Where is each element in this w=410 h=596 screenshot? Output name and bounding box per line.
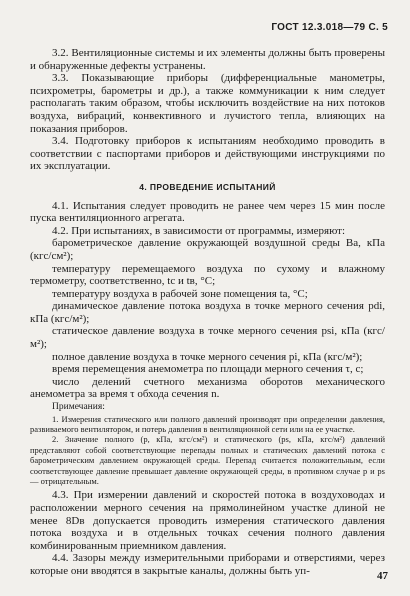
paragraph-3-2: 3.2. Вентиляционные системы и их элементы должны быть проверены и обнаруженные дефекты устранены. <box>30 47 385 72</box>
measure-item-anemometer-count: число делений счетного механизма оборотов механического анемометра за время τ обхода сечения n. <box>30 375 385 401</box>
paragraph-4-2: 4.2. При испытаниях, в зависимости от программы, измеряют: <box>52 224 346 237</box>
measure-item-traverse-time: время перемещения анемометра по площади мерного сечения τ, с; <box>52 363 364 376</box>
measure-item-dynamic-pressure: динамическое давление потока воздуха в точке мерного сечения pdi, кПа (кгс/м²); <box>30 300 385 325</box>
paragraph-3-3: 3.3. Показывающие приборы (дифференциальные манометры, психрометры, барометры и др.), а также коммуникации к ним следует располагать таким образом, чтобы исключить воздействие на них потоков воздуха, вибраций, конвективного и лучистого тепла, влияющих на показания приборов. <box>30 72 385 135</box>
note-1: 1. Измерения статического или полного давлений производят при определении давления, развиваемого вентилятором, и потерь давления в вентиляционной сети или на ее участке. <box>30 413 385 435</box>
note-2: 2. Значение полного (p, кПа, кгс/см²) и статического (ps, кПа, кгс/м²) давлений представляют собой соответствующие перепады полных и статических давлений потока с барометрическим давлением окружающей среды. Перепад считается положительным, если соответствующее давление превышает давление окружающей среды, в противном случае p и ps — отрицательным. <box>30 434 385 487</box>
measure-item-pressure: барометрическое давление окружающей воздушной среды Bа, кПа (кгс/см²); <box>30 237 385 262</box>
page-number: 47 <box>377 570 388 582</box>
measure-item-total-pressure: полное давление воздуха в точке мерного сечения pi, кПа (кгс/м²); <box>52 350 363 363</box>
notes-title: Примечания: <box>52 402 105 413</box>
running-header: ГОСТ 12.3.018—79 С. 5 <box>271 22 388 33</box>
paragraph-4-3: 4.3. При измерении давлений и скоростей потока в воздуховодах и расположении мерного сечения на прямолинейном участке длиной не менее 8Dв допускается проводить измерения статического давления потока воздуха и в отдельных точках сечения полного давления комбинированным приемником давления. <box>30 489 385 552</box>
paragraph-4-4: 4.4. Зазоры между измерительными приборами и отверстиями, через которые они вводятся в закрытые каналы, должны быть уп- <box>30 552 385 578</box>
measure-item-workzone-temp: температуру воздуха в рабочей зоне помещения tа, °С; <box>52 287 308 300</box>
paragraph-3-4: 3.4. Подготовку приборов к испытаниям необходимо проводить в соответствии с паспортами приборов и действующими инструкциями по их эксплуатации. <box>30 135 385 173</box>
measure-item-static-pressure: статическое давление воздуха в точке мерного сечения psi, кПа (кгс/м²); <box>30 325 385 351</box>
measure-item-temperature: температуру перемещаемого воздуха по сухому и влажному термометру, соответственно, tс и tв, °С; <box>30 262 385 288</box>
page-body <box>30 47 385 578</box>
section-heading: 4. ПРОВЕДЕНИЕ ИСПЫТАНИЙ <box>139 181 276 192</box>
paragraph-4-1: 4.1. Испытания следует проводить не ранее чем через 15 мин после пуска вентиляционного агрегата. <box>30 199 385 225</box>
